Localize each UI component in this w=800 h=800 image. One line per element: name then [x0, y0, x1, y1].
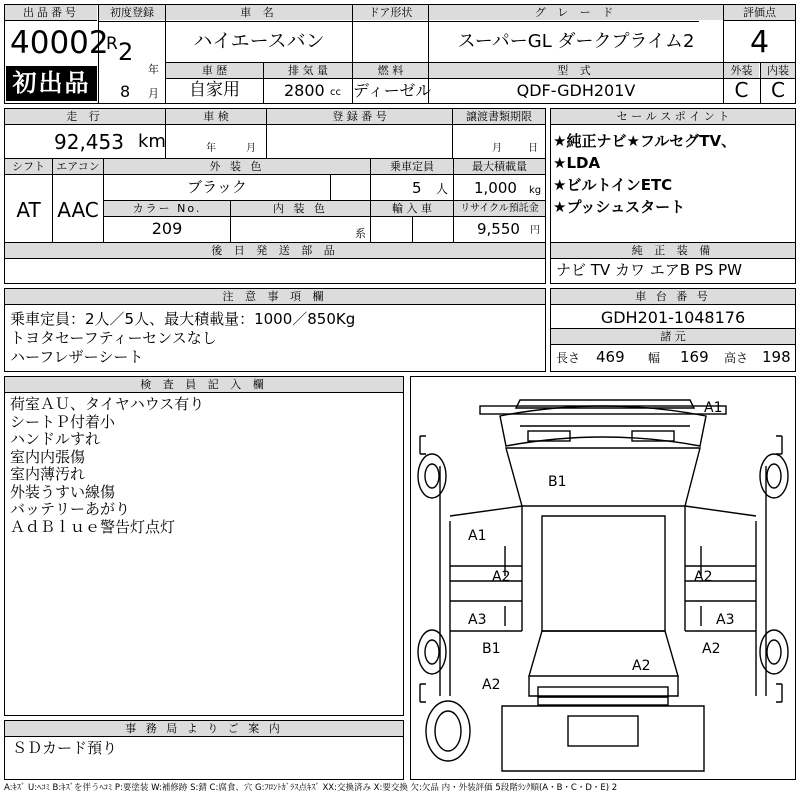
car-name: ハイエースバン: [193, 30, 325, 52]
width-label: 幅: [648, 351, 661, 365]
recycle-unit: 円: [530, 225, 540, 236]
model-code: QDF-GDH201V: [516, 81, 636, 100]
door-label: ドア形状: [353, 5, 428, 20]
chassis-label: 車 台 番 号: [551, 289, 795, 305]
mark-a2-rear-center: A2: [632, 658, 651, 674]
mileage-unit: km: [138, 131, 166, 152]
mark-a2-right-rear: A2: [702, 641, 721, 657]
color-no-label: カラー No.: [104, 201, 230, 216]
max-load: 1,000: [474, 179, 517, 197]
length-label: 長さ: [556, 351, 581, 365]
chassis-no: GDH201-1048176: [600, 308, 746, 327]
notes-label: 注 意 事 項 欄: [5, 289, 545, 305]
score-label: 評価点: [724, 5, 795, 21]
sales-point-item: ★プッシュスタート: [553, 198, 686, 216]
era: R: [106, 34, 118, 54]
inspector-note-item: 荷室ＡＵ、タイヤハウス有り: [10, 395, 205, 413]
equipment-label: 純 正 装 備: [551, 243, 795, 259]
height-label: 高さ: [724, 351, 749, 365]
capacity-unit: 人: [436, 182, 449, 196]
model-code-label: 型 式: [429, 63, 723, 78]
mark-b1-roof: B1: [548, 474, 567, 490]
grade-value: スーパーGL ダークプライム2: [457, 31, 695, 52]
first-reg-label: 初度登録: [99, 5, 165, 20]
office-label: 事 務 局 よ り ご 案 内: [5, 721, 403, 737]
mark-a1-top: A1: [704, 400, 723, 416]
fuel: ディーゼル: [353, 81, 432, 100]
grade-label: グ レ ー ド: [429, 5, 723, 20]
history-label: 車 歴: [166, 63, 263, 78]
inspection-year-unit: 年: [206, 143, 216, 154]
specs-label: 諸 元: [551, 329, 795, 345]
aircon-label: エアコン: [53, 159, 103, 174]
inspector-notes-list: [10, 396, 204, 536]
max-load-label: 最大積載量: [454, 159, 545, 174]
inspector-note-item: ＡｄＢｌｕｅ警告灯点灯: [10, 517, 176, 536]
note-item: ハーフレザーシート: [10, 348, 144, 366]
sales-point-item: ★LDA: [553, 154, 601, 172]
int-grade-label: 内装: [761, 63, 795, 78]
reg-year: 2: [118, 38, 134, 66]
mark-a3-left: A3: [468, 612, 487, 628]
office-note-item: ＳＤカード預り: [12, 739, 118, 757]
inspector-note-item: バッテリーあがり: [10, 500, 131, 518]
inspector-note-item: 室内内張傷: [10, 447, 86, 466]
lot-no: 40002: [10, 25, 109, 61]
ext-grade-label: 外装: [724, 63, 759, 78]
shift: AT: [16, 198, 41, 222]
note-item: 乗車定員：2人／5人、最大積載量：1000／850Kg: [10, 310, 356, 328]
sales-point-item: ★純正ナビ★フルセグTV、: [553, 132, 737, 150]
mileage-label: 走 行: [5, 109, 165, 124]
sales-points-label: セ ー ル ス ポ イ ン ト: [551, 109, 795, 125]
inspector-note-item: ハンドルすれ: [10, 430, 101, 448]
mark-a1-left-door: A1: [468, 528, 487, 544]
int-color-suffix: 系: [355, 227, 366, 240]
displacement-label: 排 気 量: [264, 63, 352, 78]
sales-point-item: ★ビルトインETC: [553, 176, 673, 194]
note-item: トヨタセーフティーセンスなし: [10, 329, 217, 347]
transfer-day-unit: 日: [528, 143, 538, 154]
inspector-note-item: シートＰ付着小: [10, 412, 116, 431]
sales-points-list: [553, 130, 736, 218]
office-notes-list: [12, 740, 117, 757]
mark-a2-left-bottom: A2: [482, 677, 501, 693]
capacity-label: 乗車定員: [371, 159, 453, 174]
inspection-label: 車 検: [166, 109, 266, 124]
transfer-month-unit: 月: [492, 143, 502, 154]
ext-color-label: 外 装 色: [104, 159, 370, 174]
recycle: 9,550: [477, 220, 520, 238]
reg-month: 8: [120, 82, 131, 101]
int-grade: C: [771, 78, 785, 102]
displacement: 2800: [284, 81, 325, 100]
reg-year-unit: 年: [148, 63, 159, 76]
capacity: 5: [412, 179, 422, 197]
transfer-label: 譲渡書類期限: [453, 109, 545, 124]
height: 198: [762, 348, 791, 366]
equipment: ナビ TV カワ エアB PS PW: [556, 261, 742, 279]
length: 469: [596, 348, 625, 366]
displacement-unit: cc: [330, 87, 341, 98]
later-parts-label: 後 日 発 送 部 品: [5, 243, 545, 259]
first-listing-badge: [6, 66, 97, 101]
import-label: 輸 入 車: [371, 201, 453, 216]
max-load-unit: kg: [529, 185, 542, 196]
score: 4: [749, 25, 770, 60]
car-name-label: 車 名: [166, 5, 352, 20]
ext-grade: C: [734, 78, 749, 102]
inspector-label: 検 査 員 記 入 欄: [5, 377, 403, 393]
inspector-note-item: 外装うすい線傷: [10, 482, 116, 501]
mark-a2-left-door: A2: [492, 569, 511, 585]
mark-b1-left-rear: B1: [482, 641, 501, 657]
ext-color: ブラック: [187, 178, 247, 196]
vehicle-damage-diagram: [410, 376, 796, 780]
notes-list: [10, 310, 355, 367]
width: 169: [680, 348, 709, 366]
reg-month-unit: 月: [148, 87, 159, 100]
int-color-label: 内 装 色: [231, 201, 370, 216]
lot-no-label: 出品番号: [5, 5, 97, 21]
inspection-month-unit: 月: [246, 143, 256, 154]
recycle-label: リサイクル預託金: [454, 201, 545, 216]
inspector-note-item: 室内薄汚れ: [10, 465, 86, 483]
shift-label: シフト: [5, 159, 52, 174]
fuel-label: 燃 料: [353, 63, 428, 78]
history: 自家用: [189, 80, 240, 100]
reg-no-label: 登 録 番 号: [267, 109, 452, 124]
mark-a3-right: A3: [716, 612, 735, 628]
mileage: 92,453: [54, 130, 124, 154]
first-listing-text: 初出品: [12, 69, 91, 97]
mark-a2-right-door: A2: [694, 569, 713, 585]
color-no: 209: [151, 219, 183, 238]
legend: A:ｷｽﾞ U:ﾍｺﾐ B:ｷｽﾞを伴うﾍｺﾐ P:要塗装 W:補修跡 S:錆 C:腐食、穴 G:ﾌﾛﾝﾄｶﾞﾗｽ点ｷｽﾞ XX:交換済み X:要交換 欠:欠品 内・外装評価 5段階ﾗﾝｸ順(A・B・C・D・E) 2: [4, 783, 618, 793]
aircon: AAC: [57, 198, 99, 222]
